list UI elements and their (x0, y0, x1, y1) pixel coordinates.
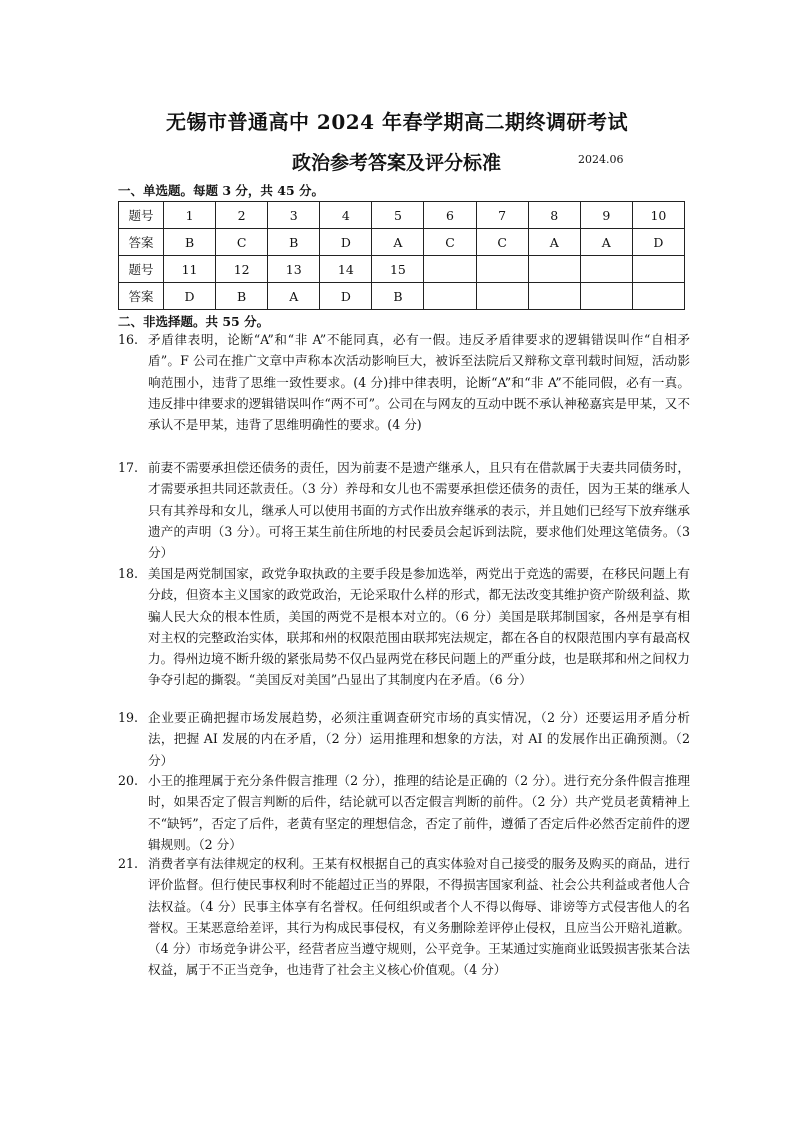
table-cell: B (164, 229, 216, 256)
table-cell (424, 283, 476, 310)
table-cell: B (216, 283, 268, 310)
document-title: 无锡市普通高中 2024 年春学期高二期终调研考试 (165, 110, 629, 134)
table-cell: D (632, 229, 684, 256)
section-heading-non-choice: 二、非选择题。共 55 分。 (118, 314, 270, 329)
table-row (119, 229, 685, 256)
table-cell: 15 (372, 256, 424, 283)
table-cell: B (372, 283, 424, 310)
table-cell (528, 256, 580, 283)
table-cell (580, 256, 632, 283)
table-cell: A (372, 229, 424, 256)
question-20 (118, 770, 690, 855)
table-cell (580, 283, 632, 310)
question-number: 19. (118, 710, 139, 725)
table-cell: 9 (580, 202, 632, 229)
table-cell: 6 (424, 202, 476, 229)
table-cell: 11 (164, 256, 216, 283)
table-cell (528, 283, 580, 310)
question-16 (118, 329, 690, 435)
table-cell: 答案 (119, 229, 164, 256)
question-answer-text: 矛盾律表明，论断“A”和“非 A”不能同真，必有一假。违反矛盾律要求的逻辑错误叫作“自相矛盾”。F 公司在推广文章中声称本次活动影响巨大，被诉至法院后又辩称文章刊载时间短，活动影响范围小，违背了思维一致性要求。(4 分)排中律表明，论断“A”和“非 A”不能同假，必有一真。违反排中律要求的逻辑错误叫作“两不可”。公司在与网友的互动中既不承认神秘嘉宾是甲某，又不承认不是甲某，违背了思维明确性的要求。(4 分) (148, 332, 690, 433)
table-cell: 7 (476, 202, 528, 229)
table-cell: 8 (528, 202, 580, 229)
question-answer-text: 前妻不需要承担偿还债务的责任，因为前妻不是遗产继承人，且只有在借款属于夫妻共同债务时，才需要承担共同还款责任。（3 分）养母和女儿也不需要承担偿还债务的责任，因为王某的继承人只有其养母和女儿，继承人可以使用书面的方式作出放弃继承的表示，并且她们已经写下放弃继承遗产的声明（3 分）。可将王某生前住所地的村民委员会起诉到法院，要求他们处理这笔债务。（3 分） (148, 460, 690, 561)
table-cell: 5 (372, 202, 424, 229)
table-cell: 4 (320, 202, 372, 229)
table-cell: B (268, 229, 320, 256)
table-cell: C (424, 229, 476, 256)
question-17 (118, 457, 690, 563)
question-number: 17. (118, 460, 139, 475)
question-number: 18. (118, 566, 139, 581)
question-number: 21. (118, 856, 139, 871)
question-answer-text: 美国是两党制国家，政党争取执政的主要手段是参加选举，两党出于竞选的需要，在移民问题上有分歧，但资本主义国家的政党政治，无论采取什么样的形式，都无法改变其维护资产阶级利益、欺骗人民大众的根本性质，美国的两党不是根本对立的。（6 分）美国是联邦制国家，各州是享有相对主权的完整政治实体，联邦和州的权限范围由联邦宪法规定，都在各自的权限范围内享有最高权力。得州边境不断升级的紧张局势不仅凸显两党在移民问题上的严重分歧，也是联邦和州之间权力争夺引起的撕裂。“美国反对美国”凸显出了其制度内在矛盾。（6 分） (148, 566, 690, 688)
table-cell: 答案 (119, 283, 164, 310)
question-21 (118, 853, 690, 981)
document-subtitle: 政治参考答案及评分标准 (292, 152, 502, 174)
table-cell: 13 (268, 256, 320, 283)
question-number: 20. (118, 773, 139, 788)
table-cell: C (476, 229, 528, 256)
table-cell: 题号 (119, 202, 164, 229)
table-cell: 14 (320, 256, 372, 283)
answer-table (118, 201, 685, 310)
table-cell: A (268, 283, 320, 310)
table-row (119, 256, 685, 283)
table-cell (476, 256, 528, 283)
section-heading-single-choice: 一、单选题。每题 3 分，共 45 分。 (118, 183, 325, 198)
document-date: 2024.06 (578, 153, 624, 166)
table-cell: A (580, 229, 632, 256)
table-row (119, 202, 685, 229)
table-cell: A (528, 229, 580, 256)
question-19 (118, 707, 690, 771)
table-cell (632, 256, 684, 283)
table-cell: 1 (164, 202, 216, 229)
table-cell: D (320, 283, 372, 310)
table-cell: D (320, 229, 372, 256)
table-cell (424, 256, 476, 283)
question-number: 16. (118, 332, 139, 347)
table-cell: 2 (216, 202, 268, 229)
question-answer-text: 小王的推理属于充分条件假言推理（2 分），推理的结论是正确的（2 分）。进行充分条件假言推理时，如果否定了假言判断的后件，结论就可以否定假言判断的前件。（2 分）共产党员老黄精神上不“缺钙”，否定了后件，老黄有坚定的理想信念，否定了前件，遵循了否定后件必然否定前件的逻辑规则。（2 分） (148, 773, 690, 852)
table-cell: 3 (268, 202, 320, 229)
table-cell: C (216, 229, 268, 256)
table-row (119, 283, 685, 310)
table-cell: 10 (632, 202, 684, 229)
table-cell: D (164, 283, 216, 310)
table-cell (632, 283, 684, 310)
question-answer-text: 消费者享有法律规定的权利。王某有权根据自己的真实体验对自己接受的服务及购买的商品，进行评价监督。但行使民事权利时不能超过正当的界限，不得损害国家利益、社会公共利益或者他人合法权益。（4 分）民事主体享有名誉权。任何组织或者个人不得以侮辱、诽谤等方式侵害他人的名誉权。王某恶意给差评，其行为构成民事侵权，有义务删除差评停止侵权，且应当公开赔礼道歉。（4 分）市场竞争讲公平，经营者应当遵守规则，公平竞争。王某通过实施商业诋毁损害张某合法权益，属于不正当竞争，也违背了社会主义核心价值观。（4 分） (148, 856, 690, 978)
table-cell (476, 283, 528, 310)
question-answer-text: 企业要正确把握市场发展趋势，必须注重调查研究市场的真实情况，（2 分）还要运用矛盾分析法，把握 AI 发展的内在矛盾，（2 分）运用推理和想象的方法，对 AI 的发展作出正确预测。（2 分） (148, 710, 690, 768)
table-cell: 题号 (119, 256, 164, 283)
question-18 (118, 563, 690, 691)
table-cell: 12 (216, 256, 268, 283)
